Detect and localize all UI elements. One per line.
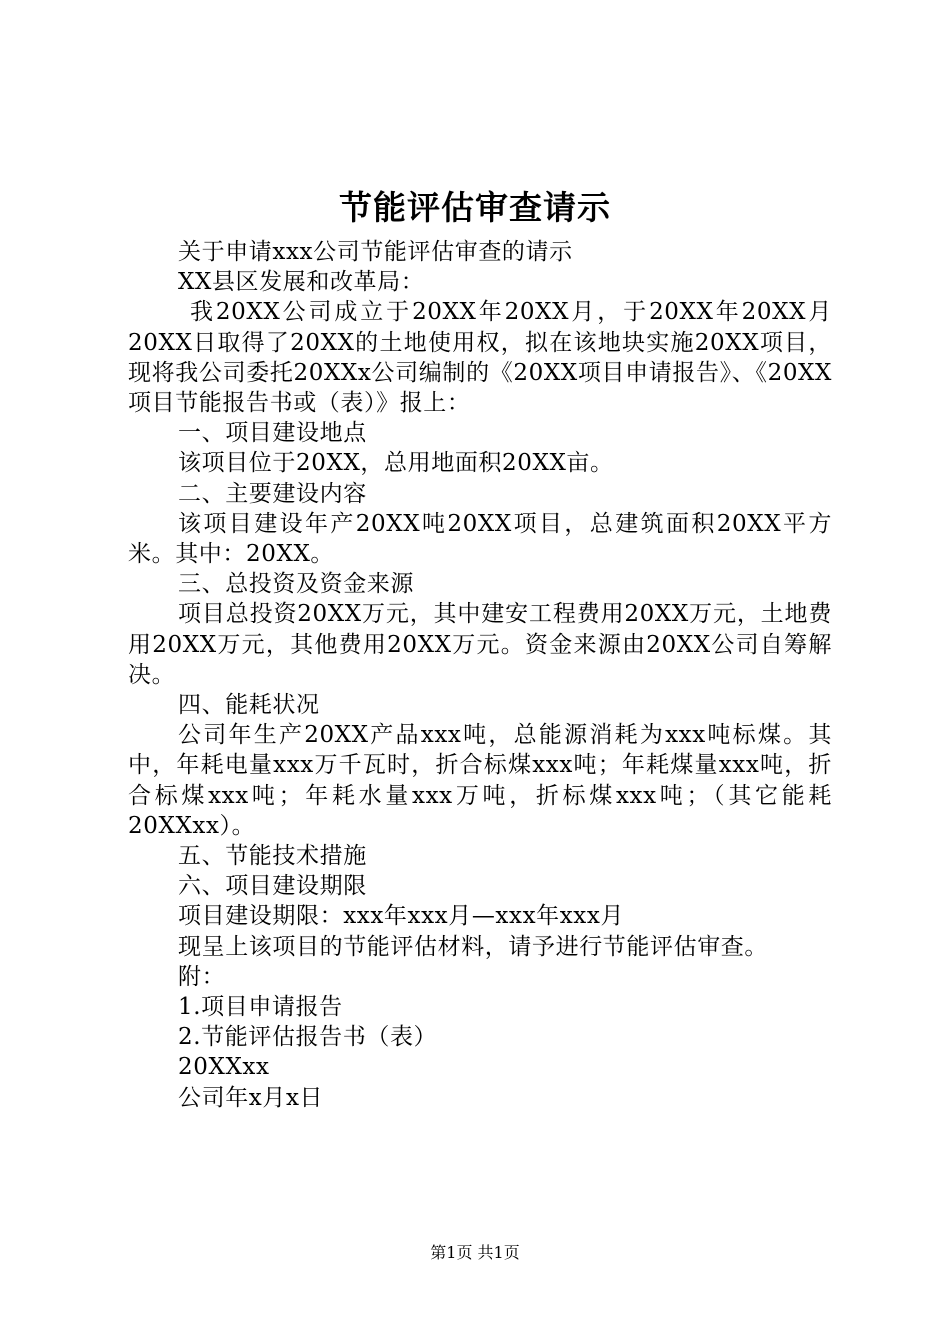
intro-paragraph: 我20XX公司成立于20XX年20XX月，于20XX年20XX月20XX日取得了20XX的土地使用权，拟在该地块实施20XX项目，现将我公司委托20XXx公司编制的《20XX项目申请报告》、《20XX项目节能报告书或（表）》报上：	[128, 299, 832, 417]
attachment-item: 2.节能评估报告书（表）	[178, 1024, 438, 1051]
attachment-item: 1.项目申请报告	[178, 994, 343, 1021]
request-paragraph: 现呈上该项目的节能评估材料，请予进行节能评估审查。	[178, 933, 768, 960]
section-heading-period: 六、项目建设期限	[178, 873, 367, 900]
signature-line: 20XXxx	[178, 1054, 270, 1081]
section-heading-investment: 三、总投资及资金来源	[178, 571, 414, 598]
section-heading-location: 一、项目建设地点	[178, 420, 367, 447]
period-paragraph: 项目建设期限：xxx年xxx月—xxx年xxx月	[178, 903, 625, 930]
section-heading-energy: 四、能耗状况	[178, 692, 320, 719]
date-line: 公司年x月x日	[178, 1084, 324, 1111]
section-heading-measures: 五、节能技术措施	[178, 843, 367, 870]
page-footer: 第1页 共1页	[430, 1243, 520, 1262]
investment-paragraph: 项目总投资20XX万元，其中建安工程费用20XX万元，土地费用20XX万元，其他费用20XX万元。资金来源由20XX公司自筹解决。	[128, 601, 832, 688]
attachment-heading: 附：	[178, 963, 226, 990]
document-title: 节能评估审查请示	[339, 188, 611, 227]
location-paragraph: 该项目位于20XX，总用地面积20XX亩。	[178, 450, 614, 477]
content-paragraph: 该项目建设年产20XX吨20XX项目，总建筑面积20XX平方米。其中：20XX。	[128, 510, 832, 568]
subject-line: 关于申请xxx公司节能评估审查的请示	[178, 239, 573, 265]
recipient-line: XX县区发展和改革局：	[178, 269, 425, 296]
section-heading-content: 二、主要建设内容	[178, 480, 367, 507]
energy-paragraph: 公司年生产20XX产品xxx吨，总能源消耗为xxx吨标煤。其中，年耗电量xxx万千瓦时，折合标煤xxx吨；年耗煤量xxx吨，折合标煤xxx吨；年耗水量xxx万吨，折标煤xxx吨；（其它能耗20XXxx）。	[128, 722, 832, 839]
document-body	[128, 237, 832, 1113]
